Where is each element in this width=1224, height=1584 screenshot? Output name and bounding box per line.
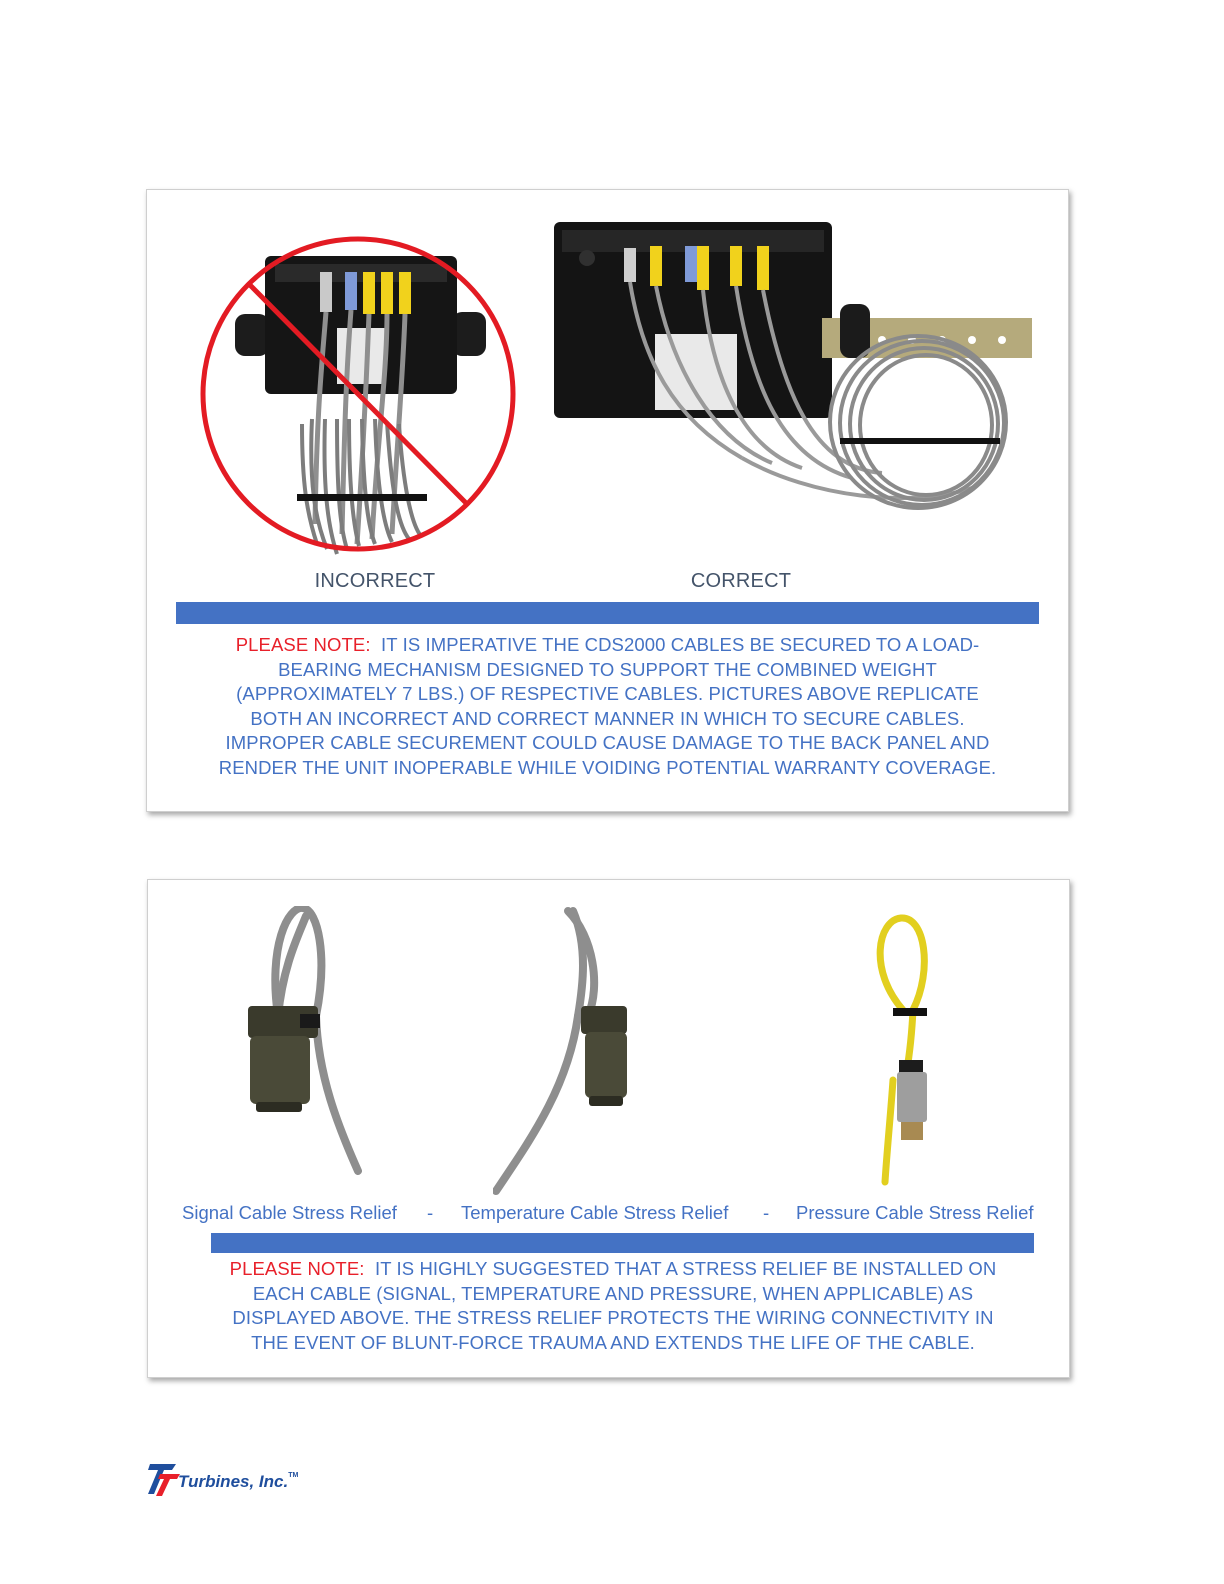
incorrect-installation-photo <box>197 224 519 564</box>
stress-relief-panel <box>147 879 1070 1378</box>
section-divider-bar <box>176 602 1039 624</box>
incorrect-caption: INCORRECT <box>314 570 436 592</box>
note-line: DISPLAYED ABOVE. THE STRESS RELIEF PROTECTS THE WIRING CONNECTIVITY IN <box>232 1307 994 1329</box>
note-label: PLEASE NOTE: <box>235 634 371 655</box>
note-line: BOTH AN INCORRECT AND CORRECT MANNER IN WHICH TO SECURE CABLES. <box>250 707 965 729</box>
note-line: RENDER THE UNIT INOPERABLE WHILE VOIDING POTENTIAL WARRANTY COVERAGE. <box>218 756 997 778</box>
cable-securement-panel <box>146 189 1069 812</box>
note-line: EACH CABLE (SIGNAL, TEMPERATURE AND PRESSURE, WHEN APPLICABLE) AS <box>252 1282 974 1304</box>
note-line: THE EVENT OF BLUNT-FORCE TRAUMA AND EXTENDS THE LIFE OF THE CABLE. <box>251 1331 975 1353</box>
note-line: (APPROXIMATELY 7 LBS.) OF RESPECTIVE CABLES. PICTURES ABOVE REPLICATE <box>236 683 979 705</box>
signal-cable-photo <box>238 906 378 1176</box>
caption-separator: - <box>763 1202 770 1223</box>
correct-caption: CORRECT <box>690 570 792 592</box>
pressure-cable-photo <box>863 910 953 1190</box>
temperature-caption: Temperature Cable Stress Relief <box>461 1202 729 1223</box>
note-label: PLEASE NOTE: <box>229 1258 365 1279</box>
company-logo-text: Turbines, Inc.™ <box>178 1472 299 1491</box>
section-divider-bar <box>211 1233 1034 1253</box>
signal-caption: Signal Cable Stress Relief <box>182 1202 397 1223</box>
note-line: IT IS HIGHLY SUGGESTED THAT A STRESS RELIEF BE INSTALLED ON <box>374 1258 997 1279</box>
correct-installation-photo <box>552 218 1032 518</box>
stress-relief-note <box>188 1257 1038 1355</box>
note-line: IMPROPER CABLE SECUREMENT COULD CAUSE DAMAGE TO THE BACK PANEL AND <box>225 732 990 754</box>
note-line: IT IS IMPERATIVE THE CDS2000 CABLES BE SECURED TO A LOAD- <box>381 634 980 655</box>
cable-securement-note <box>167 633 1048 781</box>
note-line: BEARING MECHANISM DESIGNED TO SUPPORT THE COMBINED WEIGHT <box>278 658 937 680</box>
caption-separator: - <box>427 1202 434 1223</box>
temperature-cable-photo <box>493 906 633 1196</box>
pressure-caption: Pressure Cable Stress Relief <box>796 1202 1034 1223</box>
